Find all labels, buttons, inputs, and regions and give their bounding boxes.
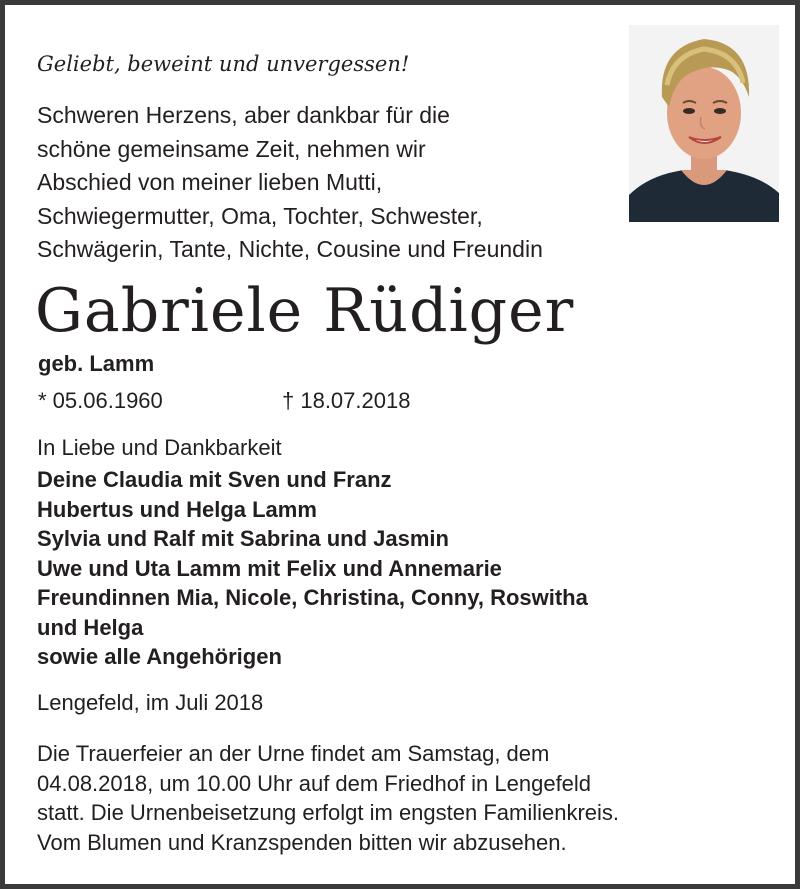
intro-line: Schwägerin, Tante, Nichte, Cousine und Freundin bbox=[37, 236, 543, 262]
mourner-line: sowie alle Angehörigen bbox=[37, 644, 282, 669]
intro-line: Abschied von meiner lieben Mutti, bbox=[37, 169, 383, 195]
funeral-line: Vom Blumen und Kranzspenden bitten wir abzusehen. bbox=[37, 829, 567, 855]
intro-line: Schweren Herzens, aber dankbar für die bbox=[37, 102, 450, 128]
mourners-list bbox=[37, 465, 588, 672]
funeral-line: statt. Die Urnenbeisetzung erfolgt im engsten Familienkreis. bbox=[37, 800, 620, 825]
mourner-line: Uwe und Uta Lamm mit Felix und Annemarie bbox=[37, 555, 502, 581]
place-date: Lengefeld, im Juli 2018 bbox=[37, 690, 264, 715]
funeral-line: Die Trauerfeier an der Urne findet am Samstag, dem bbox=[37, 741, 550, 766]
intro-line: Schwiegermutter, Oma, Tochter, Schwester, bbox=[37, 202, 483, 229]
mourner-line: Sylvia und Ralf mit Sabrina und Jasmin bbox=[37, 526, 449, 551]
mourner-line: Freundinnen Mia, Nicole, Christina, Conny, Roswitha bbox=[37, 585, 588, 610]
intro-line: schöne gemeinsame Zeit, nehmen wir bbox=[37, 135, 426, 162]
motto: Geliebt, beweint und unvergessen! bbox=[37, 52, 410, 76]
portrait-photo bbox=[629, 25, 779, 222]
mourner-line: Hubertus und Helga Lamm bbox=[37, 496, 317, 522]
funeral-info bbox=[37, 739, 619, 857]
mourner-line: Deine Claudia mit Sven und Franz bbox=[37, 467, 392, 492]
birth-date: * 05.06.1960 bbox=[38, 388, 163, 413]
intro-text bbox=[37, 99, 543, 267]
funeral-line: 04.08.2018, um 10.00 Uhr auf dem Friedhof in Lengefeld bbox=[37, 770, 592, 796]
maiden-name: geb. Lamm bbox=[38, 351, 155, 376]
mourners-intro: In Liebe und Dankbarkeit bbox=[37, 435, 282, 460]
death-date: † 18.07.2018 bbox=[282, 388, 411, 413]
mourner-line: und Helga bbox=[37, 614, 144, 640]
deceased-name: Gabriele Rüdiger bbox=[35, 276, 575, 346]
